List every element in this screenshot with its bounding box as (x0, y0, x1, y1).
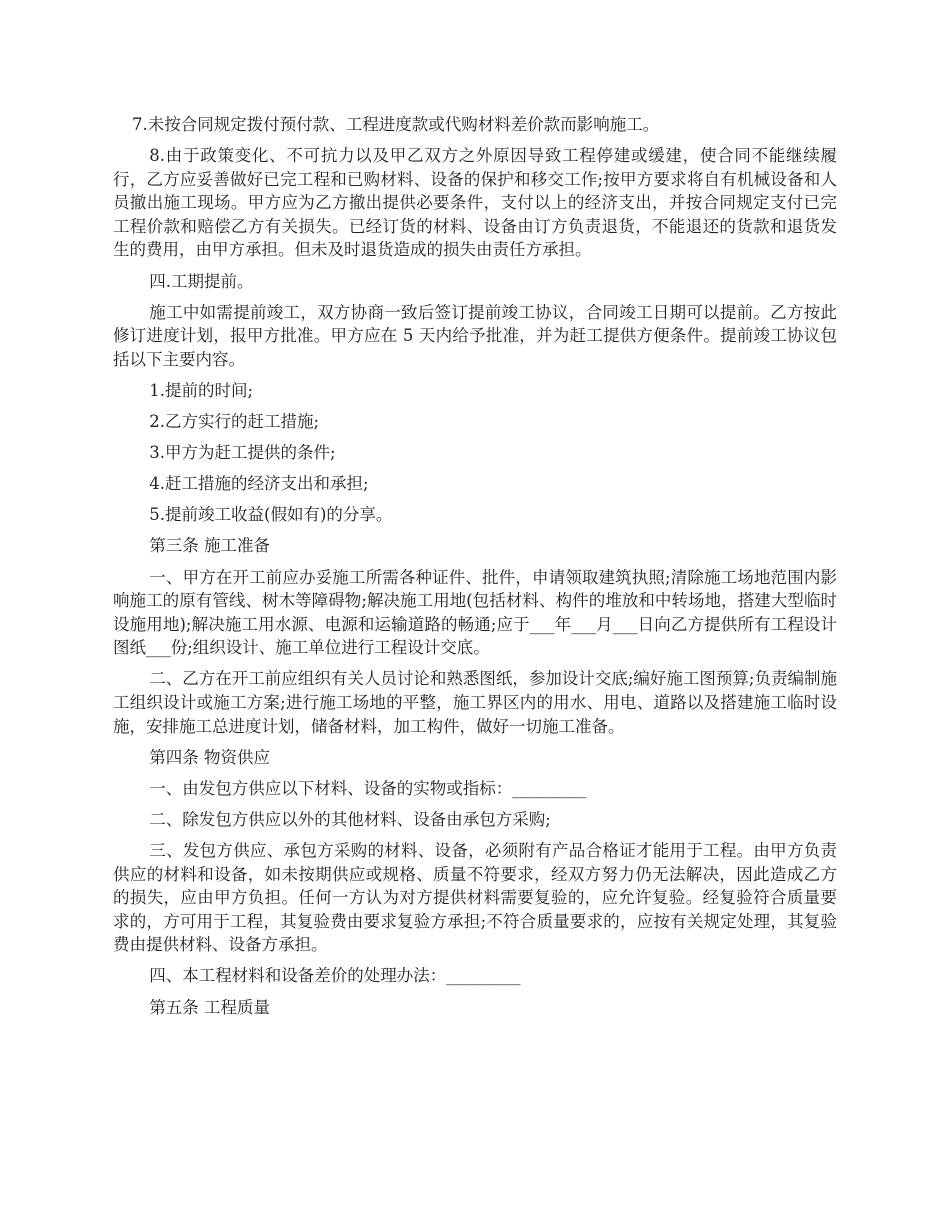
paragraph-supply-4: 四、本工程材料和设备差价的处理办法：_________ (149, 966, 521, 986)
paragraph-party-b-preparation: 二、乙方在开工前应组织有关人员讨论和熟悉图纸，参加设计交底;编好施工图预算;负责编制施工组织设计或施工方案;进行施工场地的平整，施工界区内的用水、用电、道路以及搭建施工临时设施，安排施工总进度计划，储备材料，加工构件，做好一切施工准备。 (113, 669, 837, 736)
list-item-4: 4.赶工措施的经济支出和承担; (149, 474, 369, 494)
paragraph-item-7: 7.未按合同规定拨付预付款、工程进度款或代购材料差价款而影响施工。 (131, 115, 660, 134)
paragraph-party-a-preparation: 一、甲方在开工前应办妥施工所需各种证件、批件，申请领取建筑执照;清除施工场地范围内影响施工的原有管线、树木等障碍物;解决施工用地(包括材料、构件的堆放和中转场地，搭建大型临时设施用地);解决施工用水源、电源和运输道路的畅通;应于___年___月___日向乙方提供所有工程设计图纸___份;组织设计、施工单位进行工程设计交底。 (113, 567, 837, 658)
article-heading-3: 第三条 施工准备 (149, 536, 271, 556)
section-heading-early-completion: 四.工期提前。 (149, 271, 254, 291)
paragraph-item-8: 8.由于政策变化、不可抗力以及甲乙双方之外原因导致工程停建或缓建，使合同不能继续履行，乙方应妥善做好已完工程和已购材料、设备的保护和移交工作;按甲方要求将自有机械设备和人员撤出施工现场。甲方应为乙方撤出提供必要条件，支付以上的经济支出，并按合同规定支付已完工程价款和赔偿乙方有关损失。已经订货的材料、设备由订方负责退货，不能退还的货款和退货发生的费用，由甲方承担。但未及时退货造成的损失由责任方承担。 (113, 146, 837, 260)
paragraph-supply-3: 三、发包方供应、承包方采购的材料、设备，必须附有产品合格证才能用于工程。由甲方负责供应的材料和设备，如未按期供应或规格、质量不符要求，经双方努力仍无法解决，因此造成乙方的损失，应由甲方负担。任何一方认为对方提供材料需要复验的，应允许复验。经复验符合质量要求的，方可用于工程，其复验费由要求复验方承担;不符合质量要求的，应按有关规定处理，其复验费由提供材料、设备方承担。 (113, 840, 837, 955)
article-heading-4: 第四条 物资供应 (149, 747, 271, 767)
paragraph-supply-1: 一、由发包方供应以下材料、设备的实物或指标：_________ (149, 778, 587, 798)
list-item-3: 3.甲方为赶工提供的条件; (149, 443, 336, 463)
list-item-2: 2.乙方实行的赶工措施; (149, 412, 320, 432)
list-item-1: 1.提前的时间; (149, 380, 254, 400)
paragraph-supply-2: 二、除发包方供应以外的其他材料、设备由承包方采购; (149, 809, 551, 829)
paragraph-early-completion: 施工中如需提前竣工，双方协商一致后签订提前竣工协议，合同竣工日期可以提前。乙方按此修订进度计划，报甲方批准。甲方应在 5 天内给予批准，并为赶工提供方便条件。提前竣工协议包括以下主要内容。 (113, 302, 837, 369)
article-heading-5: 第五条 工程质量 (149, 997, 271, 1017)
list-item-5: 5.提前竣工收益(假如有)的分享。 (149, 505, 393, 525)
